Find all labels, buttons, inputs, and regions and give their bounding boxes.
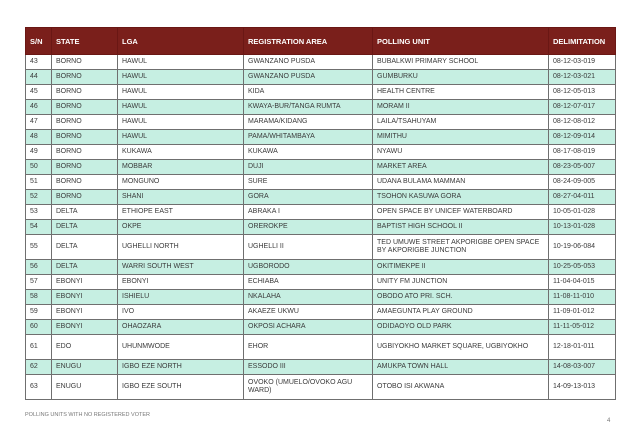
cell-state: BORNO: [52, 70, 118, 85]
cell-sn: 51: [26, 175, 52, 190]
table-row: [26, 115, 616, 130]
cell-delimitation: 08-24-09-005: [549, 175, 616, 190]
cell-sn: 50: [26, 160, 52, 175]
table-row: [26, 190, 616, 205]
table-row: [26, 160, 616, 175]
cell-sn: 48: [26, 130, 52, 145]
table-row: [26, 220, 616, 235]
cell-sn: 44: [26, 70, 52, 85]
cell-lga: HAWUL: [118, 85, 244, 100]
table-row: [26, 205, 616, 220]
cell-sn: 45: [26, 85, 52, 100]
cell-delimitation: 11-09-01-012: [549, 305, 616, 320]
cell-lga: EBONYI: [118, 275, 244, 290]
cell-state: ENUGU: [52, 375, 118, 400]
table-row: [26, 375, 616, 400]
cell-lga: OKPE: [118, 220, 244, 235]
header-delimitation: DELIMITATION: [549, 28, 616, 55]
polling-units-table: [25, 27, 616, 400]
cell-delimitation: 11-08-11-010: [549, 290, 616, 305]
cell-polling-unit: UNITY FM JUNCTION: [373, 275, 549, 290]
cell-registration-area: NKALAHA: [244, 290, 373, 305]
cell-lga: UGHELLI NORTH: [118, 235, 244, 260]
cell-delimitation: 08-12-03-021: [549, 70, 616, 85]
cell-polling-unit: NYAWU: [373, 145, 549, 160]
cell-polling-unit: UGBIYOKHO MARKET SQUARE, UGBIYOKHO: [373, 335, 549, 360]
cell-polling-unit: BAPTIST HIGH SCHOOL II: [373, 220, 549, 235]
cell-delimitation: 10-05-01-028: [549, 205, 616, 220]
cell-registration-area: GWANZANO PUSDA: [244, 55, 373, 70]
cell-polling-unit: GUMBURKU: [373, 70, 549, 85]
cell-sn: 52: [26, 190, 52, 205]
cell-state: EBONYI: [52, 290, 118, 305]
cell-polling-unit: BUBALKWI PRIMARY SCHOOL: [373, 55, 549, 70]
cell-polling-unit: OTOBO ISI AKWANA: [373, 375, 549, 400]
cell-lga: WARRI SOUTH WEST: [118, 260, 244, 275]
table-row: [26, 100, 616, 115]
cell-state: BORNO: [52, 160, 118, 175]
cell-lga: IGBO EZE SOUTH: [118, 375, 244, 400]
cell-registration-area: UGBORODO: [244, 260, 373, 275]
cell-registration-area: MARAMA/KIDANG: [244, 115, 373, 130]
cell-state: DELTA: [52, 235, 118, 260]
cell-delimitation: 08-12-08-012: [549, 115, 616, 130]
cell-state: BORNO: [52, 145, 118, 160]
cell-lga: MOBBAR: [118, 160, 244, 175]
table-row: [26, 235, 616, 260]
page-number: 4: [607, 418, 611, 424]
cell-registration-area: DUJI: [244, 160, 373, 175]
cell-polling-unit: TSOHON KASUWA GORA: [373, 190, 549, 205]
cell-registration-area: GWANZANO PUSDA: [244, 70, 373, 85]
table-row: [26, 335, 616, 360]
cell-state: BORNO: [52, 130, 118, 145]
cell-state: EBONYI: [52, 320, 118, 335]
cell-sn: 63: [26, 375, 52, 400]
cell-state: DELTA: [52, 260, 118, 275]
table-row: [26, 290, 616, 305]
header-state: STATE: [52, 28, 118, 55]
cell-delimitation: 08-23-05-007: [549, 160, 616, 175]
cell-registration-area: KWAYA-BUR/TANGA RUMTA: [244, 100, 373, 115]
table-row: [26, 360, 616, 375]
cell-sn: 43: [26, 55, 52, 70]
cell-polling-unit: OPEN SPACE BY UNICEF WATERBOARD: [373, 205, 549, 220]
cell-registration-area: OREROKPE: [244, 220, 373, 235]
cell-registration-area: PAMA/WHITAMBAYA: [244, 130, 373, 145]
cell-delimitation: 08-12-03-019: [549, 55, 616, 70]
cell-registration-area: OVOKO (UMUELO/OVOKO AGU WARD): [244, 375, 373, 400]
cell-state: BORNO: [52, 85, 118, 100]
cell-registration-area: AKAEZE UKWU: [244, 305, 373, 320]
cell-sn: 62: [26, 360, 52, 375]
cell-lga: MONGUNO: [118, 175, 244, 190]
cell-delimitation: 11-11-05-012: [549, 320, 616, 335]
cell-state: EBONYI: [52, 305, 118, 320]
cell-sn: 57: [26, 275, 52, 290]
cell-lga: IGBO EZE NORTH: [118, 360, 244, 375]
cell-lga: KUKAWA: [118, 145, 244, 160]
cell-polling-unit: OKITIMEKPE II: [373, 260, 549, 275]
cell-delimitation: 08-12-07-017: [549, 100, 616, 115]
cell-polling-unit: LAILA/TSAHUYAM: [373, 115, 549, 130]
table-row: [26, 260, 616, 275]
table-row: [26, 275, 616, 290]
cell-registration-area: GORA: [244, 190, 373, 205]
table-row: [26, 130, 616, 145]
cell-polling-unit: MIMITHU: [373, 130, 549, 145]
cell-registration-area: KIDA: [244, 85, 373, 100]
cell-lga: HAWUL: [118, 55, 244, 70]
cell-polling-unit: MARKET AREA: [373, 160, 549, 175]
cell-delimitation: 08-27-04-011: [549, 190, 616, 205]
cell-registration-area: ECHIABA: [244, 275, 373, 290]
header-lga: LGA: [118, 28, 244, 55]
cell-lga: HAWUL: [118, 100, 244, 115]
footer-note: POLLING UNITS WITH NO REGISTERED VOTER: [25, 412, 150, 418]
table-row: [26, 55, 616, 70]
cell-lga: HAWUL: [118, 70, 244, 85]
cell-sn: 60: [26, 320, 52, 335]
cell-state: BORNO: [52, 55, 118, 70]
table-row: [26, 145, 616, 160]
cell-delimitation: 08-12-05-013: [549, 85, 616, 100]
cell-delimitation: 08-17-08-019: [549, 145, 616, 160]
cell-state: EDO: [52, 335, 118, 360]
table-row: [26, 175, 616, 190]
cell-delimitation: 12-18-01-011: [549, 335, 616, 360]
cell-sn: 56: [26, 260, 52, 275]
table-row: [26, 85, 616, 100]
cell-state: BORNO: [52, 115, 118, 130]
cell-registration-area: ABRAKA I: [244, 205, 373, 220]
table-row: [26, 305, 616, 320]
cell-registration-area: ESSODO III: [244, 360, 373, 375]
table-row: [26, 70, 616, 85]
cell-sn: 47: [26, 115, 52, 130]
cell-lga: ISHIELU: [118, 290, 244, 305]
cell-delimitation: 08-12-09-014: [549, 130, 616, 145]
cell-polling-unit: AMUKPA TOWN HALL: [373, 360, 549, 375]
cell-delimitation: 14-08-03-007: [549, 360, 616, 375]
cell-state: BORNO: [52, 190, 118, 205]
cell-polling-unit: HEALTH CENTRE: [373, 85, 549, 100]
cell-state: DELTA: [52, 220, 118, 235]
cell-state: BORNO: [52, 100, 118, 115]
table-header-row: [26, 28, 616, 55]
cell-delimitation: 10-13-01-028: [549, 220, 616, 235]
cell-lga: HAWUL: [118, 115, 244, 130]
cell-delimitation: 14-09-13-013: [549, 375, 616, 400]
cell-state: EBONYI: [52, 275, 118, 290]
table-row: [26, 320, 616, 335]
cell-lga: OHAOZARA: [118, 320, 244, 335]
cell-sn: 49: [26, 145, 52, 160]
cell-delimitation: 10-25-05-053: [549, 260, 616, 275]
header-polling-unit: POLLING UNIT: [373, 28, 549, 55]
cell-registration-area: UGHELLI II: [244, 235, 373, 260]
cell-delimitation: 11-04-04-015: [549, 275, 616, 290]
cell-registration-area: SURE: [244, 175, 373, 190]
cell-lga: IVO: [118, 305, 244, 320]
cell-lga: HAWUL: [118, 130, 244, 145]
cell-sn: 58: [26, 290, 52, 305]
cell-registration-area: OKPOSI ACHARA: [244, 320, 373, 335]
cell-sn: 53: [26, 205, 52, 220]
cell-polling-unit: MORAM II: [373, 100, 549, 115]
cell-sn: 54: [26, 220, 52, 235]
cell-polling-unit: AMAEGUNTA PLAY GROUND: [373, 305, 549, 320]
cell-polling-unit: OBODO ATO PRI. SCH.: [373, 290, 549, 305]
cell-state: DELTA: [52, 205, 118, 220]
cell-registration-area: EHOR: [244, 335, 373, 360]
cell-state: ENUGU: [52, 360, 118, 375]
cell-sn: 55: [26, 235, 52, 260]
header-sn: S/N: [26, 28, 52, 55]
cell-state: BORNO: [52, 175, 118, 190]
cell-polling-unit: TED UMUWE STREET AKPORIGBE OPEN SPACE BY AKPORIGBE JUNCTION: [373, 235, 549, 260]
header-registration-area: REGISTRATION AREA: [244, 28, 373, 55]
cell-lga: SHANI: [118, 190, 244, 205]
cell-sn: 46: [26, 100, 52, 115]
cell-sn: 61: [26, 335, 52, 360]
cell-polling-unit: UDANA BULAMA MAMMAN: [373, 175, 549, 190]
cell-registration-area: KUKAWA: [244, 145, 373, 160]
cell-polling-unit: ODIDAOYO OLD PARK: [373, 320, 549, 335]
cell-sn: 59: [26, 305, 52, 320]
cell-delimitation: 10-19-06-084: [549, 235, 616, 260]
cell-lga: ETHIOPE EAST: [118, 205, 244, 220]
cell-lga: UHUNMWODE: [118, 335, 244, 360]
